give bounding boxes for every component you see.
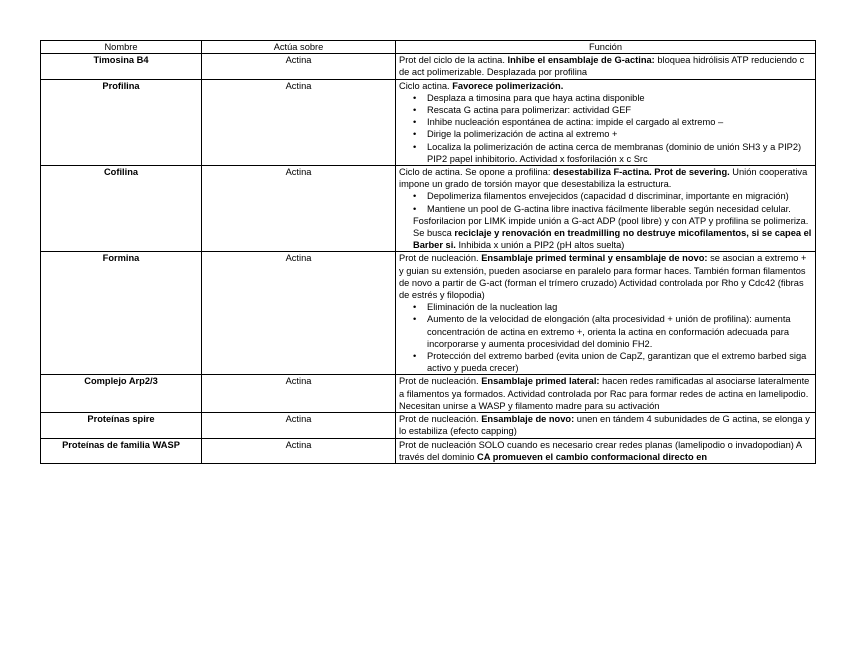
text-run: unen en tándem 4 subunidades de G actina, se elonga y lo estabiliza (efecto capping): [399, 414, 810, 437]
function-cell: [396, 375, 816, 413]
function-cell: [396, 54, 816, 79]
acts-on-cell: Actina: [202, 438, 396, 463]
text-run: hacen redes ramificadas al asociarse lateralmente a filamentos ya formados. Actividad controlada por Rac para formar redes de actina en lamelipodio. Necesitan unirse a WASP y filamento madre para su activación: [399, 376, 810, 411]
bold-text: Ensamblaje primed lateral:: [481, 376, 600, 387]
text-run: Prot de nucleación SOLO cuando es necesario crear redes planas (lamelipodio o invadopodian) A través del dominio: [399, 439, 802, 462]
bullet-item: • Inhibe nucleación espontánea de actina: impide el cargado al extremo –: [427, 116, 812, 128]
header-row: [41, 41, 816, 54]
text-run: Prot de nucleación.: [399, 414, 482, 425]
acts-on-cell: Actina: [202, 79, 396, 165]
text-run: Prot del ciclo de la actina.: [399, 55, 508, 66]
bullet-item: • Desplaza a timosina para que haya actina disponible: [427, 92, 812, 104]
bold-text: desestabiliza F-actina. Prot de severing.: [553, 167, 730, 178]
bold-text: CA promueven el cambio conformacional directo en: [477, 451, 708, 462]
text-run: se asocian a extremo + y guian su extensión, pueden asociarse en paralelo para formar haces. También forman filamentos de novo a partir de G-act (forman el trímero cruzado) Actividad controlada por Rho y Cdc42 (fibras de estrés y filopodia): [399, 253, 807, 301]
header-function: Función: [396, 41, 816, 54]
bullet-item: • Rescata G actina para polimerizar: actividad GEF: [427, 104, 812, 116]
bullet-item: • Dirige la polimerización de actina al extremo +: [427, 128, 812, 140]
bullet-item: • Eliminación de la nucleation lag: [427, 301, 812, 313]
function-intro: [399, 439, 812, 463]
text-run: bloquea hidrólisis ATP reduciendo c de act polimerizable. Desplazada por profilina: [399, 55, 805, 78]
function-cell: [396, 252, 816, 375]
bullet-item: • Localiza la polimerización de actina cerca de membranas (dominio de unión SH3 y a PIP2) PIP2 papel inhibitorio. Actividad x fosforilación x c Src: [427, 141, 812, 165]
function-cell: [396, 79, 816, 165]
bold-text: Ensamblaje primed terminal y ensamblaje de novo:: [481, 253, 708, 264]
bullet-list: [399, 190, 812, 214]
function-intro: [399, 54, 812, 78]
function-note: [399, 215, 812, 252]
bullet-item: • Mantiene un pool de G-actina libre inactiva fácilmente liberable según necesidad celular.: [427, 203, 812, 215]
acts-on-cell: Actina: [202, 252, 396, 375]
bold-text: reciclaje y renovación en treadmilling no destruye micofilamentos, si se capea el Barber si.: [413, 228, 812, 251]
table-row: [41, 252, 816, 375]
acts-on-cell: Actina: [202, 166, 396, 252]
text-run: Fosforilacion por LIMK impide unión a G-act ADP (pool libre) y con ATP y profilina se polimeriza. Se busca: [413, 215, 809, 239]
bullet-list: [399, 301, 812, 374]
bold-text: Favorece polimerización.: [452, 80, 564, 91]
function-intro: [399, 166, 812, 190]
bullet-item: • Depolimeriza filamentos envejecidos (capacidad d discriminar, importante en migración): [427, 190, 812, 202]
bullet-item: • Aumento de la velocidad de elongación (alta procesividad + unión de profilina): aumenta concentración de actina en extremo +, orienta la actina en conformación adecuada para incorporarse y aumenta procesividad del dominio FH2.: [427, 313, 812, 350]
table-row: [41, 166, 816, 252]
header-name: Nombre: [41, 41, 202, 54]
text-run: Ciclo de actina. Se opone a profilina:: [399, 167, 554, 178]
text-run: Ciclo actina.: [399, 80, 453, 91]
text-run: Prot de nucleación.: [399, 376, 482, 387]
protein-name: Complejo Arp2/3: [41, 375, 202, 413]
protein-name: Cofilina: [41, 166, 202, 252]
table-row: [41, 413, 816, 438]
function-intro: [399, 375, 812, 412]
table-row: [41, 79, 816, 165]
table-row: [41, 438, 816, 463]
header-acts-on: Actúa sobre: [202, 41, 396, 54]
protein-name: Formina: [41, 252, 202, 375]
protein-name: Timosina B4: [41, 54, 202, 79]
function-intro: [399, 413, 812, 437]
protein-name: Proteínas de familia WASP: [41, 438, 202, 463]
protein-name: Proteínas spire: [41, 413, 202, 438]
function-intro: [399, 80, 812, 92]
protein-name: Profilina: [41, 79, 202, 165]
text-run: Inhibida x unión a PIP2 (pH altos suelta): [455, 240, 625, 251]
text-run: Prot de nucleación.: [399, 253, 482, 264]
bullet-list: [399, 92, 812, 165]
bullet-item: • Protección del extremo barbed (evita union de CapZ, garantizan que el extremo barbed siga activo y pueda crecer): [427, 350, 812, 374]
bold-text: Ensamblaje de novo:: [481, 414, 575, 425]
text-run: Unión cooperativa impone un grado de torsión mayor que desestabiliza la estructura.: [399, 167, 808, 190]
bold-text: Inhibe el ensamblaje de G-actina:: [507, 55, 655, 66]
function-intro: [399, 252, 812, 301]
table-row: [41, 54, 816, 79]
acts-on-cell: Actina: [202, 375, 396, 413]
function-cell: [396, 413, 816, 438]
function-cell: [396, 166, 816, 252]
table-row: [41, 375, 816, 413]
protein-function-table: [40, 40, 816, 464]
acts-on-cell: Actina: [202, 413, 396, 438]
acts-on-cell: Actina: [202, 54, 396, 79]
table-body: [41, 54, 816, 464]
function-cell: [396, 438, 816, 463]
